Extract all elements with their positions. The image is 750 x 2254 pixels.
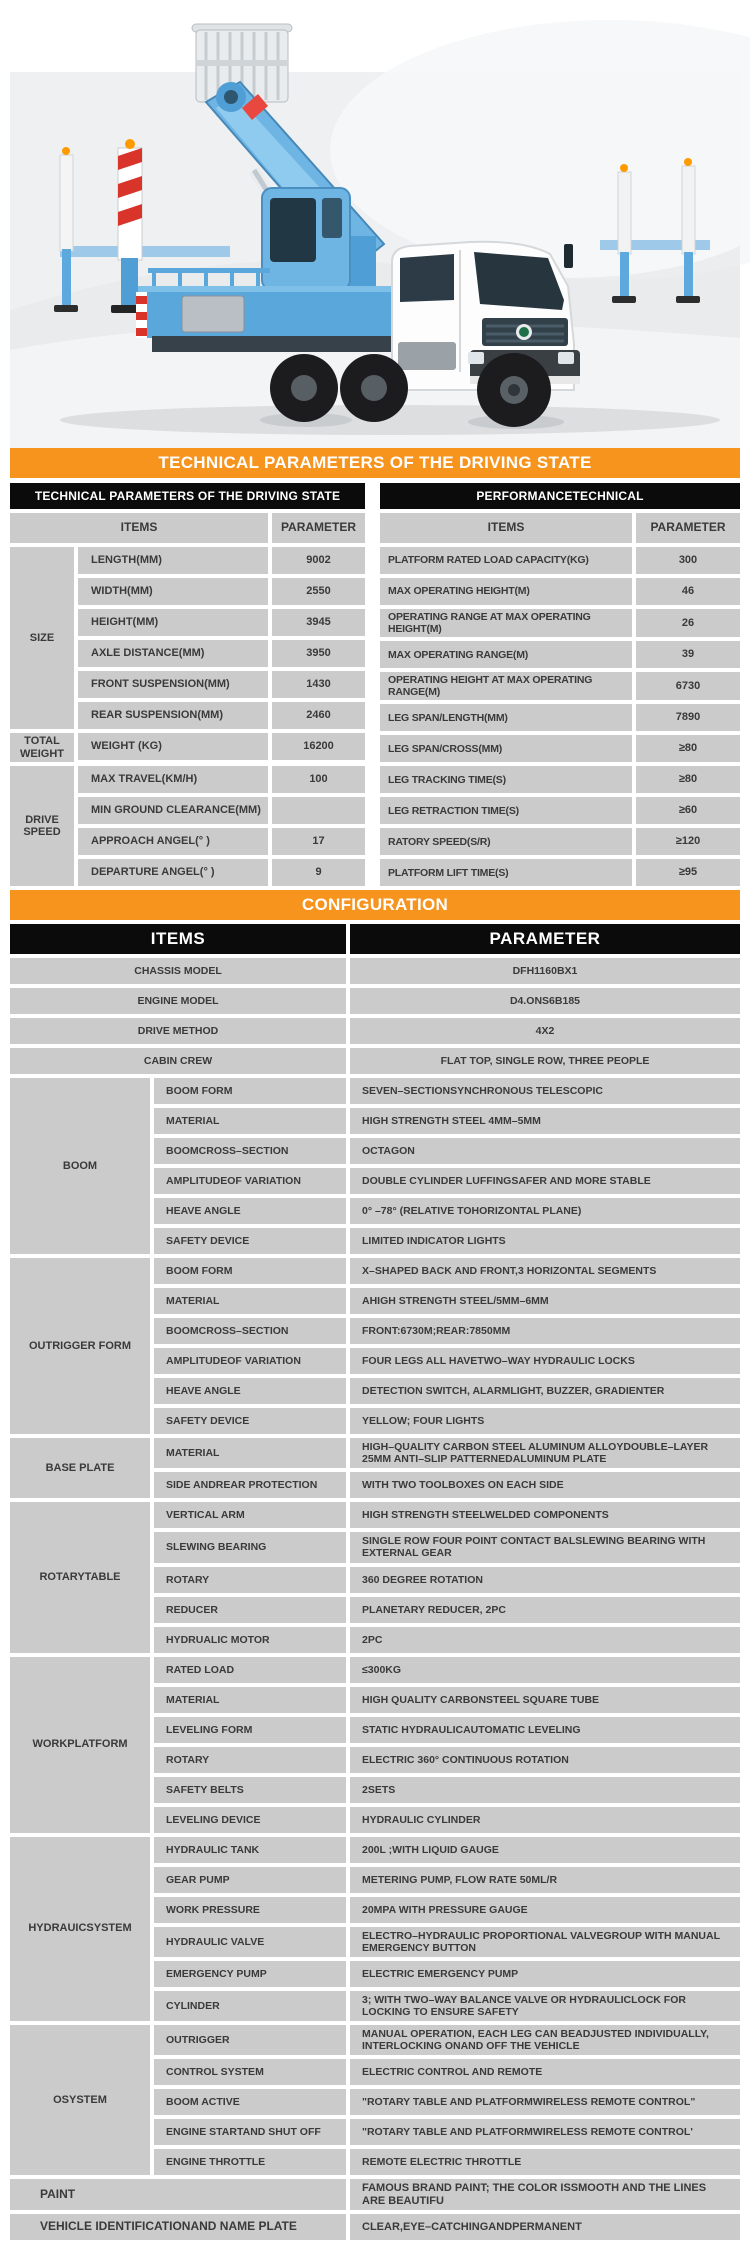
table-row	[154, 2119, 740, 2145]
spec-label: MATERIAL	[154, 1108, 346, 1134]
spec-value: 20MPA WITH PRESSURE GAUGE	[350, 1897, 740, 1923]
spec-label: MATERIAL	[154, 1438, 346, 1468]
table-row	[154, 1378, 740, 1404]
spec-label: BOOMCROSS–SECTION	[154, 1318, 346, 1344]
spec-label: LEG TRACKING TIME(S)	[380, 766, 632, 793]
spec-value: 3950	[272, 640, 365, 667]
group-label: DRIVE SPEED	[10, 766, 74, 886]
driving-state-tables	[10, 483, 740, 886]
table-row	[78, 609, 365, 636]
spec-label: HEAVE ANGLE	[154, 1198, 346, 1224]
table-row	[154, 1897, 740, 1923]
spec-value: HIGH STRENGTH STEELWELDED COMPONENTS	[350, 1502, 740, 1528]
column-header-parameter: PARAMETER	[350, 924, 740, 954]
table-row	[154, 1597, 740, 1623]
table-row	[78, 766, 365, 793]
spec-value: PLANETARY REDUCER, 2PC	[350, 1597, 740, 1623]
group-work-platform	[10, 1657, 740, 1833]
spec-label: BOOM FORM	[154, 1078, 346, 1104]
spec-value: ELECTRIC CONTROL AND REMOTE	[350, 2059, 740, 2085]
table-row	[154, 1867, 740, 1893]
group-label: SIZE	[10, 547, 74, 729]
spec-label: REDUCER	[154, 1597, 346, 1623]
spec-label: VEHICLE IDENTIFICATIONAND NAME PLATE	[10, 2214, 346, 2240]
spec-label: PAINT	[10, 2179, 346, 2210]
table-row	[154, 1502, 740, 1528]
table-row	[10, 958, 740, 984]
table-row	[78, 797, 365, 824]
table-row	[154, 2089, 740, 2115]
spec-label: HEIGHT(MM)	[78, 609, 268, 636]
table-row	[10, 1018, 740, 1044]
column-header-items: ITEMS	[10, 924, 346, 954]
spec-label: LENGTH(MM)	[78, 547, 268, 574]
spec-value: DETECTION SWITCH, ALARMLIGHT, BUZZER, GRADIENTER	[350, 1378, 740, 1404]
spec-label: MAX OPERATING RANGE(M)	[380, 641, 632, 668]
group-rotary-table	[10, 1502, 740, 1652]
group-boom	[10, 1078, 740, 1254]
spec-value: ELECTRO–HYDRAULIC PROPORTIONAL VALVEGROUP WITH MANUAL EMERGENCY BUTTON	[350, 1927, 740, 1957]
spec-value: D4.ONS6B185	[350, 988, 740, 1014]
table-row	[154, 1532, 740, 1562]
spec-value: 3945	[272, 609, 365, 636]
table-row	[154, 1288, 740, 1314]
spec-label: BOOM FORM	[154, 1258, 346, 1284]
spec-value: ≤300KG	[350, 1657, 740, 1683]
spec-value: 0° –78° (RELATIVE TOHORIZONTAL PLANE)	[350, 1198, 740, 1224]
column-header-parameter: PARAMETER	[636, 513, 740, 543]
spec-value: 2550	[272, 578, 365, 605]
spec-label: RATORY SPEED(S/R)	[380, 828, 632, 855]
spec-label: CYLINDER	[154, 1991, 346, 2021]
spec-value: 9002	[272, 547, 365, 574]
table-row	[154, 1348, 740, 1374]
spec-value: HIGH QUALITY CARBONSTEEL SQUARE TUBE	[350, 1687, 740, 1713]
table-row	[380, 735, 740, 762]
spec-value: DFH1160BX1	[350, 958, 740, 984]
spec-label: BOOMCROSS–SECTION	[154, 1138, 346, 1164]
spec-label: WEIGHT (KG)	[78, 733, 268, 760]
table-row	[154, 1991, 740, 2021]
table-row	[380, 547, 740, 574]
spec-value: WITH TWO TOOLBOXES ON EACH SIDE	[350, 1472, 740, 1498]
driving-table-header: TECHNICAL PARAMETERS OF THE DRIVING STATE	[10, 483, 365, 509]
spec-value: 360 DEGREE ROTATION	[350, 1567, 740, 1593]
table-row	[380, 609, 740, 637]
table-row	[380, 797, 740, 824]
spec-label: MATERIAL	[154, 1687, 346, 1713]
driving-parameters-table	[10, 483, 365, 886]
spec-value: FRONT:6730M;REAR:7850MM	[350, 1318, 740, 1344]
table-row	[10, 1048, 740, 1074]
spec-label: BOOM ACTIVE	[154, 2089, 346, 2115]
spec-value: 9	[272, 859, 365, 886]
table-row	[380, 859, 740, 886]
column-header-items: ITEMS	[380, 513, 632, 543]
spec-label: LEG SPAN/CROSS(MM)	[380, 735, 632, 762]
spec-label: LEVELING DEVICE	[154, 1807, 346, 1833]
table-row	[78, 859, 365, 886]
spec-value: HIGH–QUALITY CARBON STEEL ALUMINUM ALLOYDOUBLE–LAYER 25MM ANTI–SLIP PATTERNEDALUMINUM PLATE	[350, 1438, 740, 1468]
table-row	[154, 1837, 740, 1863]
spec-value: SINGLE ROW FOUR POINT CONTACT BALSLEWING BEARING WITH EXTERNAL GEAR	[350, 1532, 740, 1562]
spec-label: SAFETY DEVICE	[154, 1408, 346, 1434]
spec-value: METERING PUMP, FLOW RATE 50ML/R	[350, 1867, 740, 1893]
table-row	[154, 1657, 740, 1683]
table-row	[154, 2025, 740, 2055]
spec-label: MATERIAL	[154, 1288, 346, 1314]
group-label: OSYSTEM	[10, 2025, 150, 2175]
spec-value: ≥80	[636, 766, 740, 793]
group-outrigger-form	[10, 1258, 740, 1434]
table-row	[380, 704, 740, 731]
table-row	[78, 828, 365, 855]
spec-value: 26	[636, 609, 740, 637]
table-row	[154, 1807, 740, 1833]
spec-value: FAMOUS BRAND PAINT; THE COLOR ISSMOOTH AND THE LINES ARE BEAUTIFU	[350, 2179, 740, 2210]
spec-value: 46	[636, 578, 740, 605]
table-row	[78, 733, 365, 760]
spec-value: ≥80	[636, 735, 740, 762]
table-row	[380, 672, 740, 700]
spec-label: OUTRIGGER	[154, 2025, 346, 2055]
table-row	[154, 1438, 740, 1468]
spec-value: 4X2	[350, 1018, 740, 1044]
spec-value: SEVEN–SECTIONSYNCHRONOUS TELESCOPIC	[350, 1078, 740, 1104]
spec-label: ROTARY	[154, 1567, 346, 1593]
table-row	[78, 578, 365, 605]
table-row	[78, 702, 365, 729]
table-row	[154, 1747, 740, 1773]
spec-label: SAFETY DEVICE	[154, 1228, 346, 1254]
table-row	[154, 1258, 740, 1284]
spec-value: 16200	[272, 733, 365, 760]
column-header-parameter: PARAMETER	[272, 513, 365, 543]
table-row	[380, 641, 740, 668]
spec-label: OPERATING RANGE AT MAX OPERATING HEIGHT(M)	[380, 609, 632, 637]
spec-value: LIMITED INDICATOR LIGHTS	[350, 1228, 740, 1254]
table-row	[78, 671, 365, 698]
table-row	[154, 2149, 740, 2175]
table-row	[154, 1138, 740, 1164]
spec-label: OPERATING HEIGHT AT MAX OPERATING RANGE(M)	[380, 672, 632, 700]
spec-label: WIDTH(MM)	[78, 578, 268, 605]
spec-label: REAR SUSPENSION(MM)	[78, 702, 268, 729]
spec-label: MAX TRAVEL(KM/H)	[78, 766, 268, 793]
spec-value: ≥120	[636, 828, 740, 855]
spec-value: YELLOW; FOUR LIGHTS	[350, 1408, 740, 1434]
spec-value: OCTAGON	[350, 1138, 740, 1164]
spec-value: 17	[272, 828, 365, 855]
table-row	[154, 1627, 740, 1653]
spec-label: HYDRUALIC MOTOR	[154, 1627, 346, 1653]
spec-value: 39	[636, 641, 740, 668]
configuration-table	[10, 924, 740, 2240]
spec-value: REMOTE ELECTRIC THROTTLE	[350, 2149, 740, 2175]
spec-label: LEG SPAN/LENGTH(MM)	[380, 704, 632, 731]
section-title-configuration: CONFIGURATION	[10, 890, 740, 920]
group-label: WORKPLATFORM	[10, 1657, 150, 1833]
spec-label: ROTARY	[154, 1747, 346, 1773]
table-row	[154, 1228, 740, 1254]
spec-value: AHIGH STRENGTH STEEL/5MM–6MM	[350, 1288, 740, 1314]
spec-label: ENGINE THROTTLE	[154, 2149, 346, 2175]
spec-label: HYDRAULIC TANK	[154, 1837, 346, 1863]
spec-label: PLATFORM LIFT TIME(S)	[380, 859, 632, 886]
spec-label: CONTROL SYSTEM	[154, 2059, 346, 2085]
spec-value: ≥60	[636, 797, 740, 824]
spec-value: 3; WITH TWO–WAY BALANCE VALVE OR HYDRAULICLOCK FOR LOCKING TO ENSURE SAFETY	[350, 1991, 740, 2021]
table-row-paint	[10, 2179, 740, 2210]
table-row	[78, 547, 365, 574]
table-row	[154, 1717, 740, 1743]
spec-label: EMERGENCY PUMP	[154, 1961, 346, 1987]
spec-label: SLEWING BEARING	[154, 1532, 346, 1562]
spec-value: STATIC HYDRAULICAUTOMATIC LEVELING	[350, 1717, 740, 1743]
section-title-driving-state: TECHNICAL PARAMETERS OF THE DRIVING STATE	[10, 448, 740, 478]
table-row	[154, 1472, 740, 1498]
spec-label: LEVELING FORM	[154, 1717, 346, 1743]
spec-value: HIGH STRENGTH STEEL 4MM–5MM	[350, 1108, 740, 1134]
spec-label: WORK PRESSURE	[154, 1897, 346, 1923]
spec-label: CHASSIS MODEL	[10, 958, 346, 984]
group-label: ROTARYTABLE	[10, 1502, 150, 1652]
spec-value: 2460	[272, 702, 365, 729]
table-row	[154, 1567, 740, 1593]
table-row	[154, 1108, 740, 1134]
group-label: HYDRAUICSYSTEM	[10, 1837, 150, 2021]
table-row	[380, 766, 740, 793]
spec-value: 300	[636, 547, 740, 574]
group-operating-system	[10, 2025, 740, 2175]
group-label: BASE PLATE	[10, 1438, 150, 1498]
spec-value: DOUBLE CYLINDER LUFFINGSAFER AND MORE STABLE	[350, 1168, 740, 1194]
group-hydraulic-system	[10, 1837, 740, 2021]
table-row	[78, 640, 365, 667]
spec-value: FOUR LEGS ALL HAVETWO–WAY HYDRAULIC LOCKS	[350, 1348, 740, 1374]
spec-label: CABIN CREW	[10, 1048, 346, 1074]
spec-label: MIN GROUND CLEARANCE(MM)	[78, 797, 268, 824]
table-row	[154, 1198, 740, 1224]
spec-label: DRIVE METHOD	[10, 1018, 346, 1044]
spec-value: HYDRAULIC CYLINDER	[350, 1807, 740, 1833]
spec-value: 100	[272, 766, 365, 793]
table-row	[154, 1777, 740, 1803]
spec-label: VERTICAL ARM	[154, 1502, 346, 1528]
spec-label: HYDRAULIC VALVE	[154, 1927, 346, 1957]
spec-value: MANUAL OPERATION, EACH LEG CAN BEADJUSTED INDIVIDUALLY, INTERLOCKING ONAND OFF THE VEHICLE	[350, 2025, 740, 2055]
spec-value: 1430	[272, 671, 365, 698]
spec-label: FRONT SUSPENSION(MM)	[78, 671, 268, 698]
spec-label: PLATFORM RATED LOAD CAPACITY(KG)	[380, 547, 632, 574]
table-row	[154, 1961, 740, 1987]
spec-value: 7890	[636, 704, 740, 731]
table-row-vin-plate	[10, 2214, 740, 2240]
spec-value: ≥95	[636, 859, 740, 886]
table-row	[154, 1927, 740, 1957]
spec-label: AMPLITUDEOF VARIATION	[154, 1168, 346, 1194]
spec-value: "ROTARY TABLE AND PLATFORMWIRELESS REMOTE CONTROL"	[350, 2089, 740, 2115]
spec-value: X–SHAPED BACK AND FRONT,3 HORIZONTAL SEGMENTS	[350, 1258, 740, 1284]
spec-label: SIDE ANDREAR PROTECTION	[154, 1472, 346, 1498]
table-row	[10, 988, 740, 1014]
table-row	[154, 1078, 740, 1104]
spec-label: APPROACH ANGEL(° )	[78, 828, 268, 855]
product-photo	[0, 0, 750, 448]
spec-label: LEG RETRACTION TIME(S)	[380, 797, 632, 824]
spec-label: RATED LOAD	[154, 1657, 346, 1683]
table-row	[154, 1168, 740, 1194]
table-row	[154, 2059, 740, 2085]
performance-table	[380, 483, 740, 886]
table-row	[154, 1687, 740, 1713]
spec-value: 200L ;WITH LIQUID GAUGE	[350, 1837, 740, 1863]
group-base-plate	[10, 1438, 740, 1498]
spec-label: AMPLITUDEOF VARIATION	[154, 1348, 346, 1374]
spec-label: ENGINE STARTAND SHUT OFF	[154, 2119, 346, 2145]
spec-value: ELECTRIC EMERGENCY PUMP	[350, 1961, 740, 1987]
spec-label: MAX OPERATING HEIGHT(M)	[380, 578, 632, 605]
group-label: OUTRIGGER FORM	[10, 1258, 150, 1434]
table-row	[380, 578, 740, 605]
performance-table-header: PERFORMANCETECHNICAL	[380, 483, 740, 509]
group-size	[10, 547, 365, 729]
table-row	[154, 1318, 740, 1344]
spec-label: DEPARTURE ANGEL(° )	[78, 859, 268, 886]
spec-value: "ROTARY TABLE AND PLATFORMWIRELESS REMOTE CONTROL'	[350, 2119, 740, 2145]
spec-value: 6730	[636, 672, 740, 700]
group-total-weight	[10, 733, 365, 762]
spec-value: 2SETS	[350, 1777, 740, 1803]
table-row	[380, 828, 740, 855]
spec-label: GEAR PUMP	[154, 1867, 346, 1893]
spec-value	[272, 797, 365, 824]
spec-value: FLAT TOP, SINGLE ROW, THREE PEOPLE	[350, 1048, 740, 1074]
group-label: BOOM	[10, 1078, 150, 1254]
column-header-items: ITEMS	[10, 513, 268, 543]
spec-label: SAFETY BELTS	[154, 1777, 346, 1803]
spec-value: 2PC	[350, 1627, 740, 1653]
group-label: TOTAL WEIGHT	[10, 733, 74, 762]
spec-value: CLEAR,EYE–CATCHINGANDPERMANENT	[350, 2214, 740, 2240]
table-row	[154, 1408, 740, 1434]
spec-label: ENGINE MODEL	[10, 988, 346, 1014]
group-drive-speed	[10, 766, 365, 886]
truck-illustration	[0, 0, 750, 448]
spec-label: HEAVE ANGLE	[154, 1378, 346, 1404]
spec-value: ELECTRIC 360° CONTINUOUS ROTATION	[350, 1747, 740, 1773]
spec-label: AXLE DISTANCE(MM)	[78, 640, 268, 667]
